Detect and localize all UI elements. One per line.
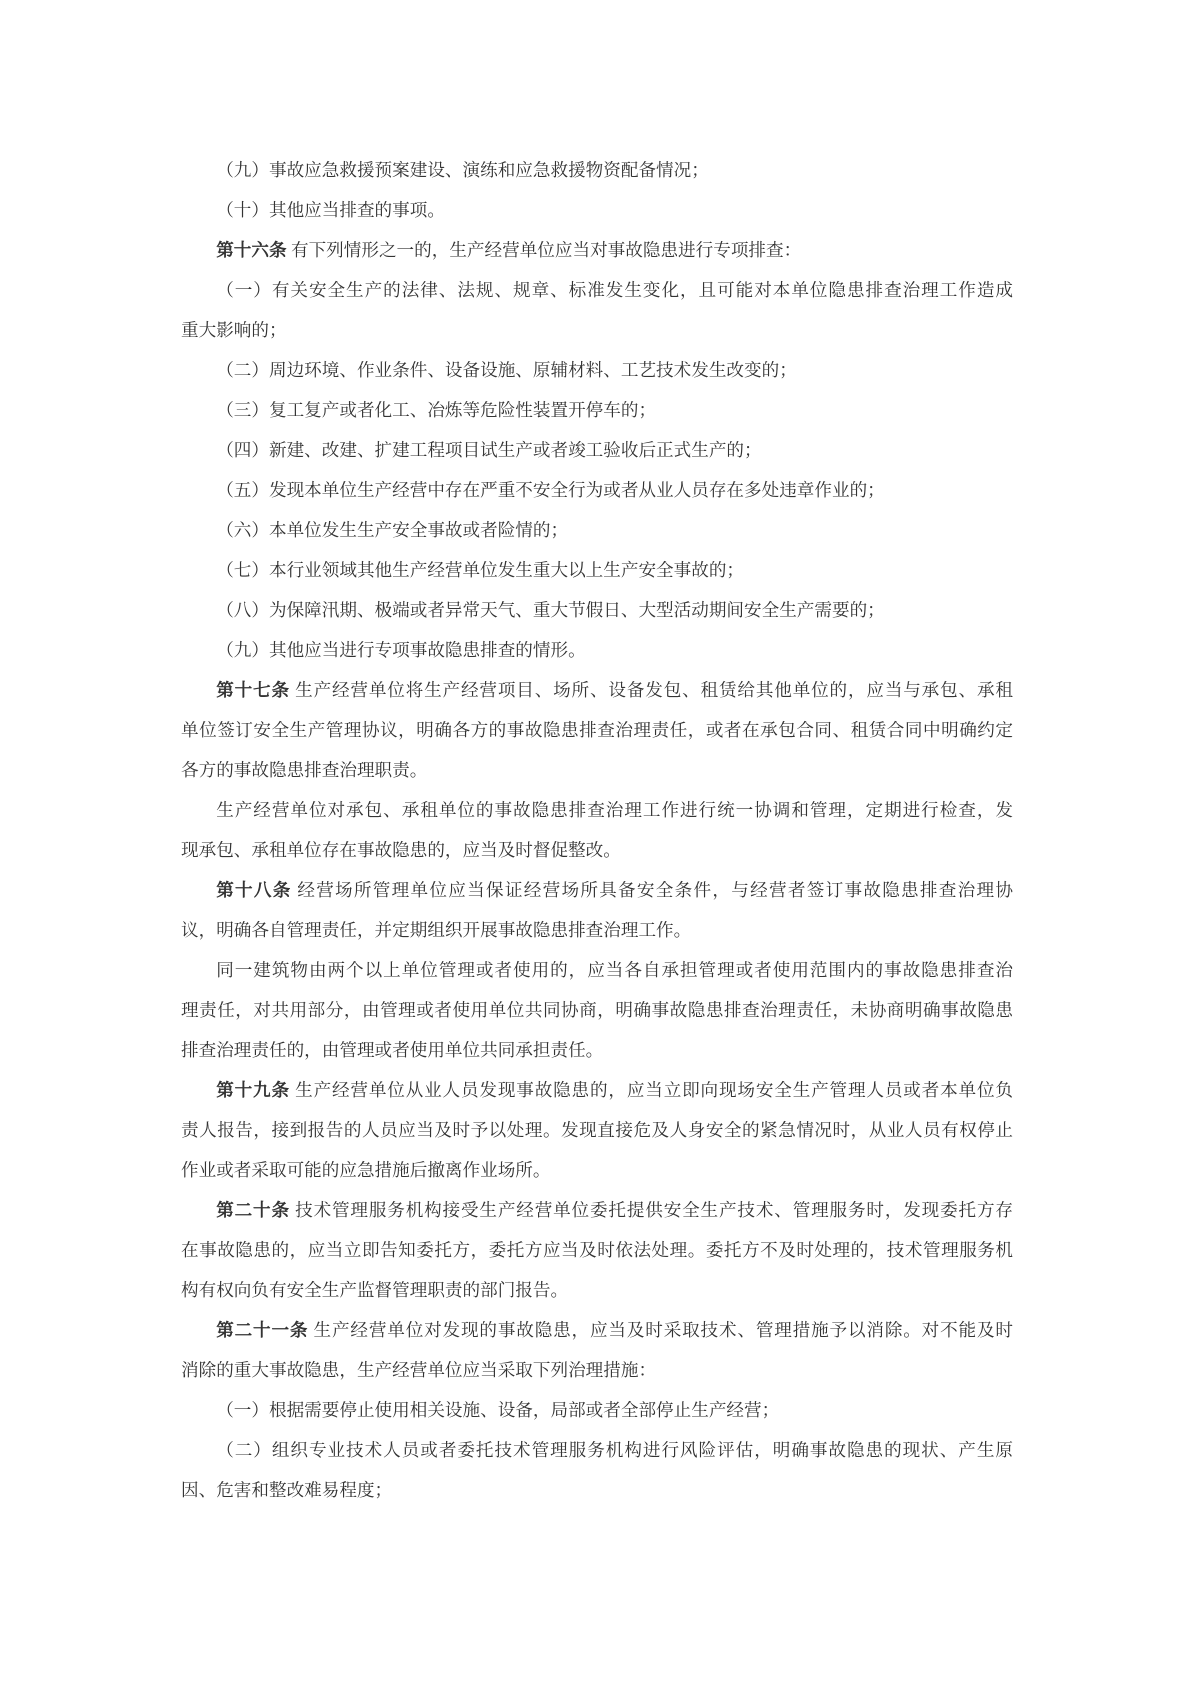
text-line: 第十八条 经营场所管理单位应当保证经营场所具备安全条件，与经营者签订事故隐患排查治理协 — [216, 880, 1013, 900]
text-line: （九）事故应急救援预案建设、演练和应急救援物资配备情况； — [216, 160, 709, 180]
article-number: 第二十条 — [216, 1200, 290, 1220]
text-line: （四）新建、改建、扩建工程项目试生产或者竣工验收后正式生产的； — [216, 440, 762, 460]
paragraph — [181, 350, 1013, 390]
text-line: 第十六条 有下列情形之一的，生产经营单位应当对事故隐患进行专项排查： — [216, 240, 802, 260]
text-line: 单位签订安全生产管理协议，明确各方的事故隐患排查治理责任，或者在承包合同、租赁合同中明确约定 — [181, 720, 1013, 740]
text-line: 排查治理责任的，由管理或者使用单位共同承担责任。 — [181, 1040, 604, 1060]
paragraph — [181, 630, 1013, 670]
text-line: 各方的事故隐患排查治理职责。 — [181, 760, 428, 780]
paragraph — [181, 590, 1013, 630]
paragraph — [181, 150, 1013, 190]
article-number: 第十九条 — [216, 1080, 290, 1100]
paragraph — [181, 510, 1013, 550]
text-line: 构有权向负有安全生产监督管理职责的部门报告。 — [181, 1280, 569, 1300]
text-line: （一）根据需要停止使用相关设施、设备，局部或者全部停止生产经营； — [216, 1400, 780, 1420]
paragraph — [181, 1390, 1013, 1430]
article-number: 第二十一条 — [216, 1320, 309, 1340]
text-line: （三）复工复产或者化工、冶炼等危险性装置开停车的； — [216, 400, 657, 420]
text-line: 责人报告，接到报告的人员应当及时予以处理。发现直接危及人身安全的紧急情况时，从业人员有权停止 — [181, 1120, 1013, 1140]
paragraph — [181, 790, 1013, 870]
paragraph — [181, 430, 1013, 470]
paragraph — [181, 270, 1013, 350]
text-line: 第二十一条 生产经营单位对发现的事故隐患，应当及时采取技术、管理措施予以消除。对不能及时 — [216, 1320, 1013, 1340]
text-line: （六）本单位发生生产安全事故或者险情的； — [216, 520, 569, 540]
article-number: 第十七条 — [216, 680, 290, 700]
paragraph — [181, 470, 1013, 510]
text-line: 消除的重大事故隐患，生产经营单位应当采取下列治理措施： — [181, 1360, 657, 1380]
text-line: （五）发现本单位生产经营中存在严重不安全行为或者从业人员存在多处违章作业的； — [216, 480, 885, 500]
text-line: 重大影响的； — [181, 320, 287, 340]
text-line: （八）为保障汛期、极端或者异常天气、重大节假日、大型活动期间安全生产需要的； — [216, 600, 885, 620]
text-line: 同一建筑物由两个以上单位管理或者使用的，应当各自承担管理或者使用范围内的事故隐患排查治 — [216, 960, 1013, 980]
text-line: （九）其他应当进行专项事故隐患排查的情形。 — [216, 640, 586, 660]
document-body — [181, 150, 1013, 1510]
paragraph — [181, 1310, 1013, 1390]
text-line: （一）有关安全生产的法律、法规、规章、标准发生变化，且可能对本单位隐患排查治理工作造成 — [216, 280, 1013, 300]
text-line: 议，明确各自管理责任，并定期组织开展事故隐患排查治理工作。 — [181, 920, 692, 940]
text-line: （二）周边环境、作业条件、设备设施、原辅材料、工艺技术发生改变的； — [216, 360, 797, 380]
article-number: 第十八条 — [216, 880, 292, 900]
paragraph — [181, 190, 1013, 230]
text-line: 在事故隐患的，应当立即告知委托方，委托方应当及时依法处理。委托方不及时处理的，技术管理服务机 — [181, 1240, 1013, 1260]
text-line: 理责任，对共用部分，由管理或者使用单位共同协商，明确事故隐患排查治理责任，未协商明确事故隐患 — [181, 1000, 1013, 1020]
paragraph — [181, 870, 1013, 950]
text-line: （二）组织专业技术人员或者委托技术管理服务机构进行风险评估，明确事故隐患的现状、产生原 — [216, 1440, 1013, 1460]
text-line: 现承包、承租单位存在事故隐患的，应当及时督促整改。 — [181, 840, 621, 860]
text-line: 第十七条 生产经营单位将生产经营项目、场所、设备发包、租赁给其他单位的，应当与承包、承租 — [216, 680, 1013, 700]
paragraph — [181, 1070, 1013, 1190]
paragraph — [181, 390, 1013, 430]
paragraph — [181, 670, 1013, 790]
text-line: 作业或者采取可能的应急措施后撤离作业场所。 — [181, 1160, 551, 1180]
text-line: 因、危害和整改难易程度； — [181, 1480, 393, 1500]
paragraph — [181, 230, 1013, 270]
paragraph — [181, 950, 1013, 1070]
article-number: 第十六条 — [216, 240, 287, 260]
paragraph — [181, 1190, 1013, 1310]
paragraph — [181, 1430, 1013, 1510]
text-line: 生产经营单位对承包、承租单位的事故隐患排查治理工作进行统一协调和管理，定期进行检查，发 — [216, 800, 1013, 820]
text-line: 第二十条 技术管理服务机构接受生产经营单位委托提供安全生产技术、管理服务时，发现委托方存 — [216, 1200, 1013, 1220]
text-line: （十）其他应当排查的事项。 — [216, 200, 445, 220]
paragraph — [181, 550, 1013, 590]
text-line: 第十九条 生产经营单位从业人员发现事故隐患的，应当立即向现场安全生产管理人员或者本单位负 — [216, 1080, 1013, 1100]
text-line: （七）本行业领域其他生产经营单位发生重大以上生产安全事故的； — [216, 560, 745, 580]
